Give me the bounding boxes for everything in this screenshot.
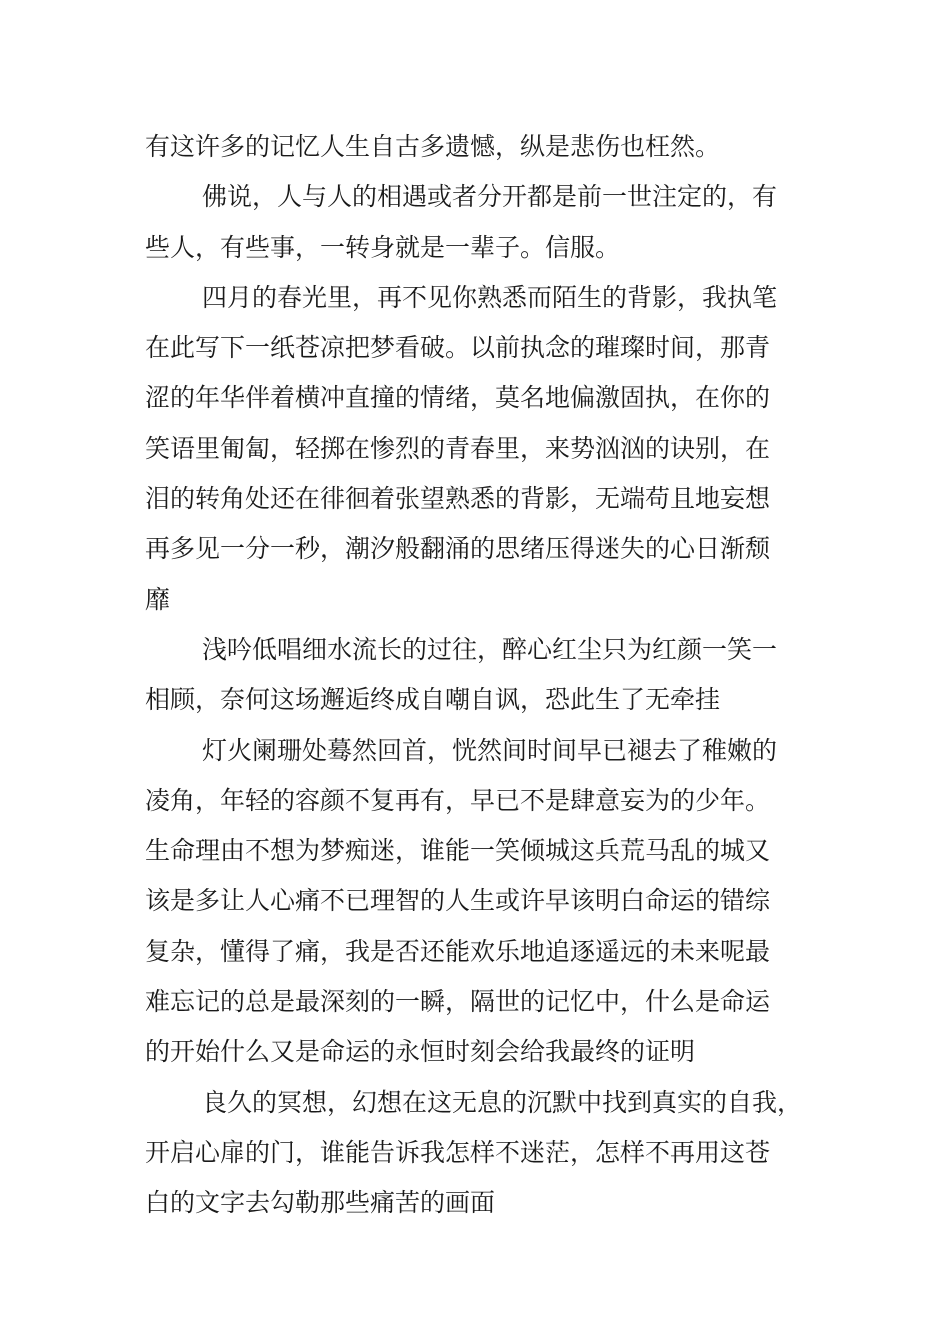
paragraph-2 [145,172,815,273]
text-line: 相顾，奈何这场邂逅终成自嘲自讽，恐此生了无牵挂 [145,685,721,715]
text-line: 的开始什么又是命运的永恒时刻会给我最终的证明 [145,1037,696,1067]
text-line: 四月的春光里，再不见你熟悉而陌生的背影，我执笔 [202,282,778,312]
text-line: 浅吟低唱细水流长的过往，醉心红尘只为红颜一笑一 [202,634,778,664]
text-line: 泪的转角处还在徘徊着张望熟悉的背影，无端苟且地妄想 [145,484,771,514]
paragraph-6 [145,1078,815,1229]
text-line: 有这许多的记忆人生自古多遗憾，纵是悲伤也枉然。 [145,132,721,161]
paragraph-4 [145,625,815,726]
text-line: 靡 [145,584,171,614]
text-line: 涩的年华伴着横冲直撞的情绪，莫名地偏激固执，在你的 [145,383,771,413]
text-line: 再多见一分一秒，潮汐般翻涌的思绪压得迷失的心日渐颓 [145,534,771,564]
text-line: 白的文字去勾勒那些痛苦的画面 [145,1188,496,1218]
text-line: 在此写下一纸苍凉把梦看破。以前执念的璀璨时间，那青 [145,333,771,363]
text-line: 佛说，人与人的相遇或者分开都是前一世注定的，有 [202,182,778,212]
document-page [145,122,815,1229]
paragraph-5 [145,726,815,1078]
text-line: 该是多让人心痛不已理智的人生或许早该明白命运的错综 [145,886,771,916]
text-line: 生命理由不想为梦痴迷，谁能一笑倾城这兵荒马乱的城又 [145,836,771,866]
paragraph-3 [145,273,815,625]
text-line: 笑语里匍匐，轻掷在惨烈的青春里，来势汹汹的诀别，在 [145,433,771,463]
text-line: 些人，有些事，一转身就是一辈子。信服。 [145,232,621,262]
paragraph-1 [145,122,815,172]
text-line: 难忘记的总是最深刻的一瞬，隔世的记忆中，什么是命运 [145,987,771,1017]
text-line: 开启心扉的门，谁能告诉我怎样不迷茫，怎样不再用这苍 [145,1137,771,1167]
text-line: 灯火阑珊处蓦然回首，恍然间时间早已褪去了稚嫩的 [202,735,778,765]
text-line: 良久的冥想，幻想在这无息的沉默中找到真实的自我， [202,1087,803,1117]
text-line: 凌角，年轻的容颜不复再有，早已不是肆意妄为的少年。 [145,785,771,815]
text-line: 复杂，懂得了痛，我是否还能欢乐地追逐遥远的未来呢最 [145,936,771,966]
